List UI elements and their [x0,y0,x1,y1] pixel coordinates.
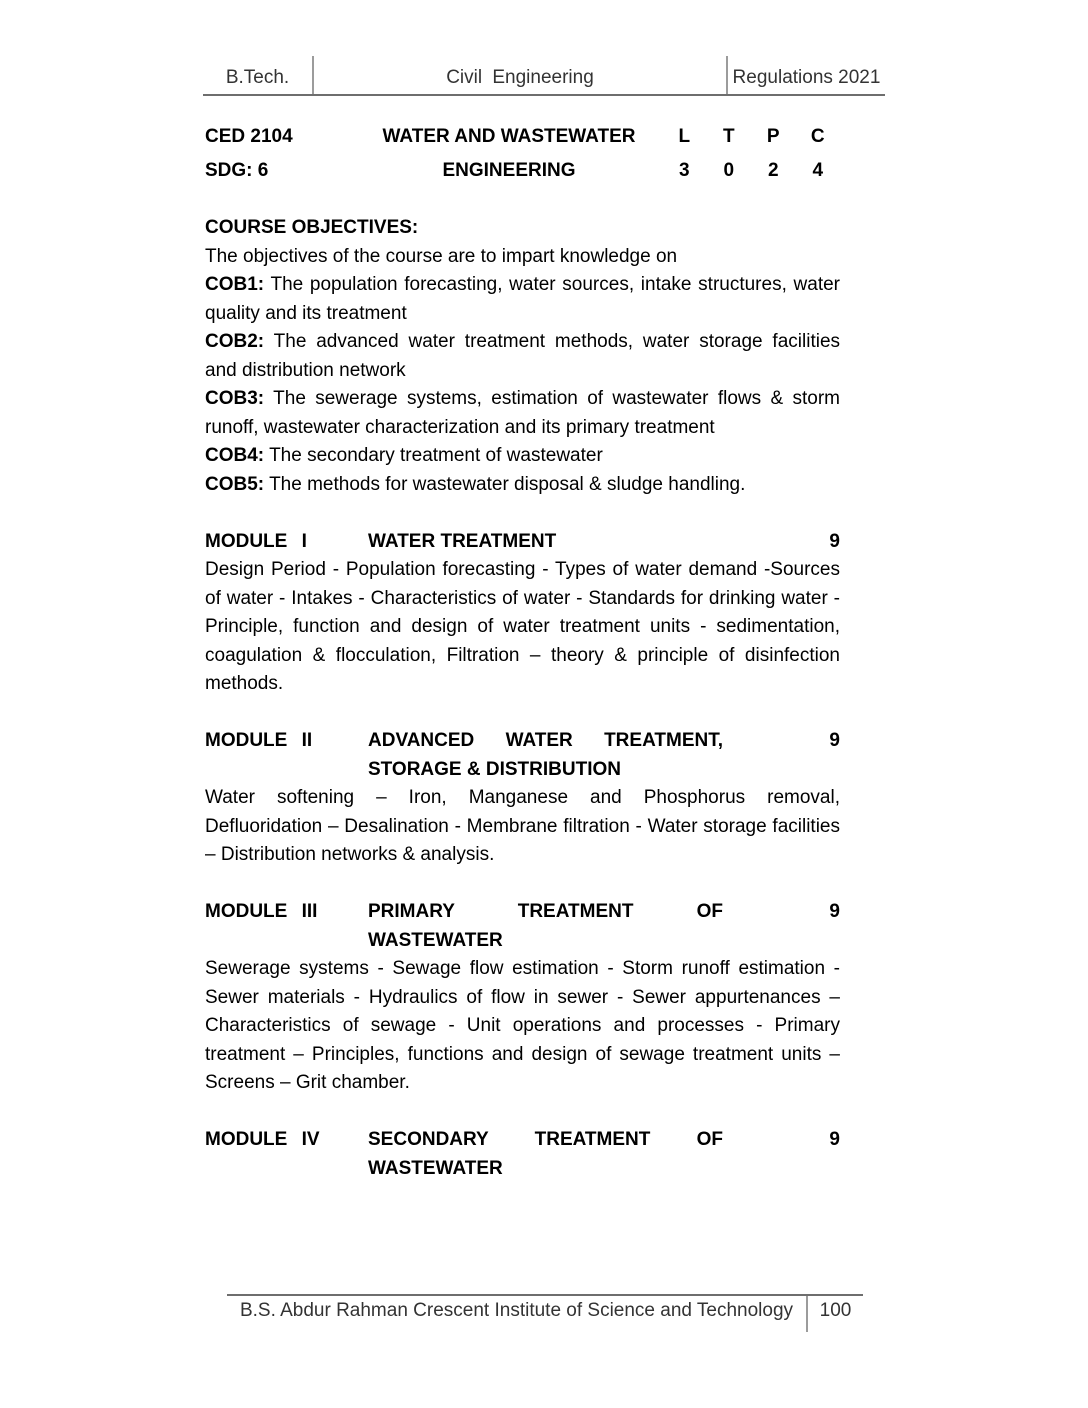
objective-label: COB5: [205,473,265,495]
objective-label: COB3: [205,388,265,409]
course-code-column [205,120,368,188]
module-id: MODULE II [205,730,313,751]
module-description: Design Period - Population forecasting - Types of water demand -Sources of water - Intakes - Characteristics of water - Standards for drinking water - Principle, function and design of water treatment units - sedimentation, coagulation & flocculation, Filtration – theory & principle of disinfection methods. [205,559,840,694]
module-title: SECONDARY TREATMENT OF WASTEWATER [368,1129,723,1179]
course-title [368,120,650,188]
header-degree: B.Tech. [225,67,290,88]
ltpc-value-c: 4 [812,160,824,181]
course-title-line-1: WATER AND WASTEWATER [382,126,636,147]
objectives-intro: The objectives of the course are to impart knowledge on [205,245,678,267]
module-description: Sewerage systems - Sewage flow estimation - Storm runoff estimation - Sewer materials - Hydraulics of flow in sewer - Sewer appurtenances – Characteristics of sewage - Unit operations and processes - Primary treatment – Principles, functions and design of sewage treatment units – Screens – Grit chamber. [205,958,840,1093]
ltpc-value-p: 2 [767,160,779,181]
objective-item-cob5 [205,471,840,500]
module-hours: 9 [829,901,840,922]
module-id: MODULE III [205,901,318,922]
course-sdg: SDG: 6 [205,160,269,181]
objective-item-cob4 [205,442,840,471]
objective-text: The sewerage systems, estimation of wastewater flows & storm runoff, wastewater characterization and its primary treatment [205,388,840,438]
module-hours: 9 [829,1129,840,1150]
ltpc-table [650,120,840,188]
course-content [205,120,840,1183]
objective-item-cob1 [205,271,840,328]
module-title: WATER TREATMENT [368,530,557,552]
header-regulations: Regulations 2021 [726,56,885,94]
footer-page-number: 100 [819,1300,852,1321]
module-id: MODULE I [205,530,307,552]
module-section-1 [205,528,840,699]
module-id: MODULE IV [205,1129,320,1150]
course-title-line-2: ENGINEERING [442,160,576,181]
module-header [205,727,840,784]
ltpc-value-l: 3 [678,160,690,181]
objective-item-cob3 [205,385,840,442]
page-header [203,56,885,96]
page-footer [227,1294,863,1332]
ltpc-header-l: L [678,126,691,147]
objective-text: The population forecasting, water sources, intake structures, water quality and its treatment [205,274,840,324]
module-description: Water softening – Iron, Manganese and Phosphorus removal, Defluoridation – Desalination - Membrane filtration - Water storage facilities – Distribution networks & analysis. [205,787,840,865]
ltpc-header-c: C [810,126,825,147]
objective-text: The methods for wastewater disposal & sludge handling. [269,473,746,495]
module-title: PRIMARY TREATMENT OF WASTEWATER [368,901,723,951]
ltpc-header-t: T [722,126,735,147]
objective-label: COB4: [205,445,265,466]
ltpc-header-p: P [766,126,780,147]
objective-label: COB1: [205,274,265,295]
objective-label: COB2: [205,331,265,352]
module-header [205,898,840,955]
module-section-3 [205,898,840,1098]
ltpc-value-t: 0 [723,160,735,181]
objective-item-cob2 [205,328,840,385]
header-department: Civil Engineering [312,56,726,94]
module-section-2 [205,727,840,870]
module-header [205,528,840,557]
module-header [205,1126,840,1183]
module-hours: 9 [829,730,840,751]
module-title: ADVANCED WATER TREATMENT, STORAGE & DISTRIBUTION [368,730,723,780]
course-objectives-heading: COURSE OBJECTIVES: [205,217,419,238]
module-hours: 9 [829,530,840,552]
objective-text: The secondary treatment of wastewater [269,445,603,466]
footer-institute: B.S. Abdur Rahman Crescent Institute of Science and Technology [227,1296,808,1332]
course-header [205,120,840,188]
course-code: CED 2104 [205,126,293,147]
module-section-4 [205,1126,840,1183]
objective-text: The advanced water treatment methods, water storage facilities and distribution network [205,331,841,381]
